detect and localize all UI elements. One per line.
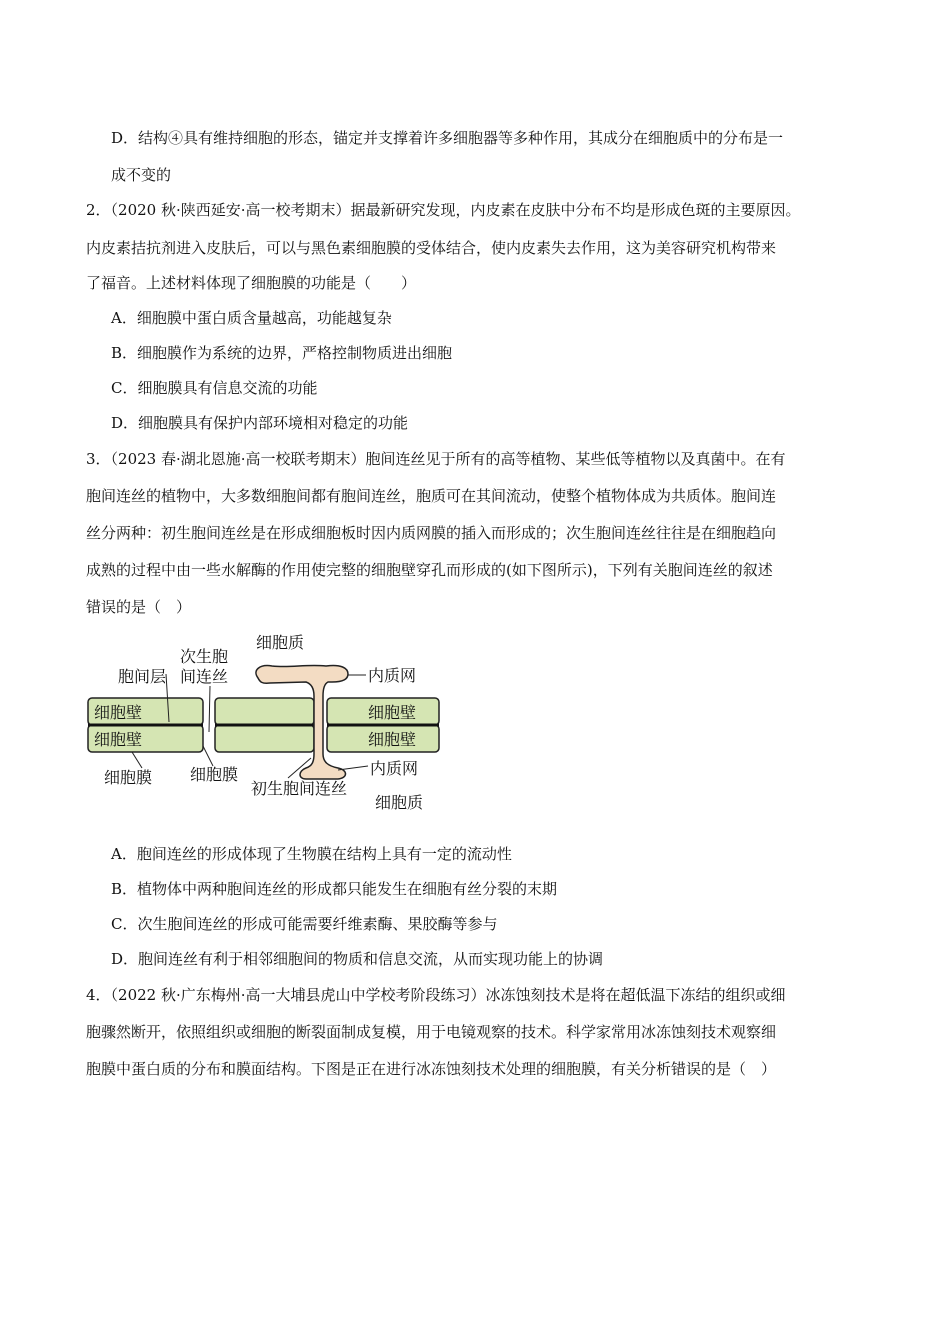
leader-membrane-mid bbox=[203, 746, 213, 766]
label-er-top: 内质网 bbox=[368, 666, 417, 685]
label-secondary-line1: 次生胞 bbox=[180, 647, 229, 666]
q2-option-c: C．细胞膜具有信息交流的功能 bbox=[111, 379, 318, 397]
q2-stem-line2: 内皮素拮抗剂进入皮肤后，可以与黑色素细胞膜的受体结合，使内皮素失去作用，这为美容研究机构带来 bbox=[86, 239, 777, 257]
q4-stem-line2: 胞骤然断开，依照组织或细胞的断裂面制成复模，用于电镜观察的技术。科学家常用冰冻蚀刻技术观察细 bbox=[86, 1023, 777, 1041]
q1-option-d-line2: 成不变的 bbox=[111, 166, 172, 184]
q3-option-b: B．植物体中两种胞间连丝的形成都只能发生在细胞有丝分裂的末期 bbox=[111, 880, 558, 898]
q3-stem-line2: 胞间连丝的植物中，大多数细胞间都有胞间连丝，胞质可在其间流动，使整个植物体成为共质体。胞间连 bbox=[86, 487, 777, 505]
q3-option-a: A．胞间连丝的形成体现了生物膜在结构上具有一定的流动性 bbox=[111, 845, 512, 863]
q3-option-c: C．次生胞间连丝的形成可能需要纤维素酶、果胶酶等参与 bbox=[111, 915, 498, 933]
cell-wall-mid-bottom bbox=[215, 725, 314, 752]
label-middle-lamella: 胞间层 bbox=[118, 667, 167, 686]
label-wall-right-bottom: 细胞壁 bbox=[368, 730, 417, 749]
q2-option-b: B．细胞膜作为系统的边界，严格控制物质进出细胞 bbox=[111, 344, 453, 362]
label-wall-left-top: 细胞壁 bbox=[94, 703, 143, 722]
q2-option-d: D．细胞膜具有保护内部环境相对稳定的功能 bbox=[111, 414, 409, 432]
q3-option-d: D．胞间连丝有利于相邻细胞间的物质和信息交流，从而实现功能上的协调 bbox=[111, 950, 604, 968]
leader-er-bottom bbox=[338, 766, 368, 770]
leader-membrane-left bbox=[132, 752, 142, 768]
label-membrane-left: 细胞膜 bbox=[104, 768, 153, 787]
q3-stem-line4: 成熟的过程中由一些水解酶的作用使完整的细胞壁穿孔而形成的(如下图所示)，下列有关胞间连丝的叙述 bbox=[86, 561, 773, 579]
label-cytoplasm-bottom: 细胞质 bbox=[375, 793, 424, 812]
label-wall-left-bottom: 细胞壁 bbox=[94, 730, 143, 749]
q4-stem-line3: 胞膜中蛋白质的分布和膜面结构。下图是正在进行冰冻蚀刻技术处理的细胞膜，有关分析错误的是（ ） bbox=[86, 1060, 777, 1078]
q3-stem-line1: 3．（2023 春·湖北恩施·高一校联考期末）胞间连丝见于所有的高等植物、某些低等植物以及真菌中。在有 bbox=[86, 450, 786, 468]
cell-wall-mid-top bbox=[215, 698, 314, 725]
q2-stem-line3: 了福音。上述材料体现了细胞膜的功能是（ ） bbox=[86, 274, 417, 292]
q2-option-a: A．细胞膜中蛋白质含量越高，功能越复杂 bbox=[111, 309, 392, 327]
label-wall-right-top: 细胞壁 bbox=[368, 703, 417, 722]
label-membrane-mid: 细胞膜 bbox=[190, 765, 239, 784]
label-cytoplasm-top: 细胞质 bbox=[256, 633, 305, 652]
leader-secondary bbox=[209, 686, 210, 732]
q4-stem-line1: 4．（2022 秋·广东梅州·高一大埔县虎山中学校考阶段练习）冰冻蚀刻技术是将在超低温下冻结的组织或细 bbox=[86, 986, 786, 1004]
q1-option-d-line1: D．结构④具有维持细胞的形态，锚定并支撑着许多细胞器等多种作用，其成分在细胞质中的分布是一 bbox=[111, 129, 784, 147]
q3-stem-line3: 丝分两种：初生胞间连丝是在形成细胞板时因内质网膜的插入而形成的；次生胞间连丝往往是在细胞趋向 bbox=[86, 524, 777, 542]
plasmodesmata-diagram bbox=[86, 630, 446, 815]
q2-stem-line1: 2．（2020 秋·陕西延安·高一校考期末）据最新研究发现，内皮素在皮肤中分布不均是形成色斑的主要原因。 bbox=[86, 201, 801, 219]
q3-stem-line5: 错误的是（ ） bbox=[86, 598, 192, 616]
label-primary: 初生胞间连丝 bbox=[251, 779, 348, 798]
label-er-bottom: 内质网 bbox=[370, 759, 419, 778]
label-secondary-line2: 间连丝 bbox=[180, 667, 229, 686]
